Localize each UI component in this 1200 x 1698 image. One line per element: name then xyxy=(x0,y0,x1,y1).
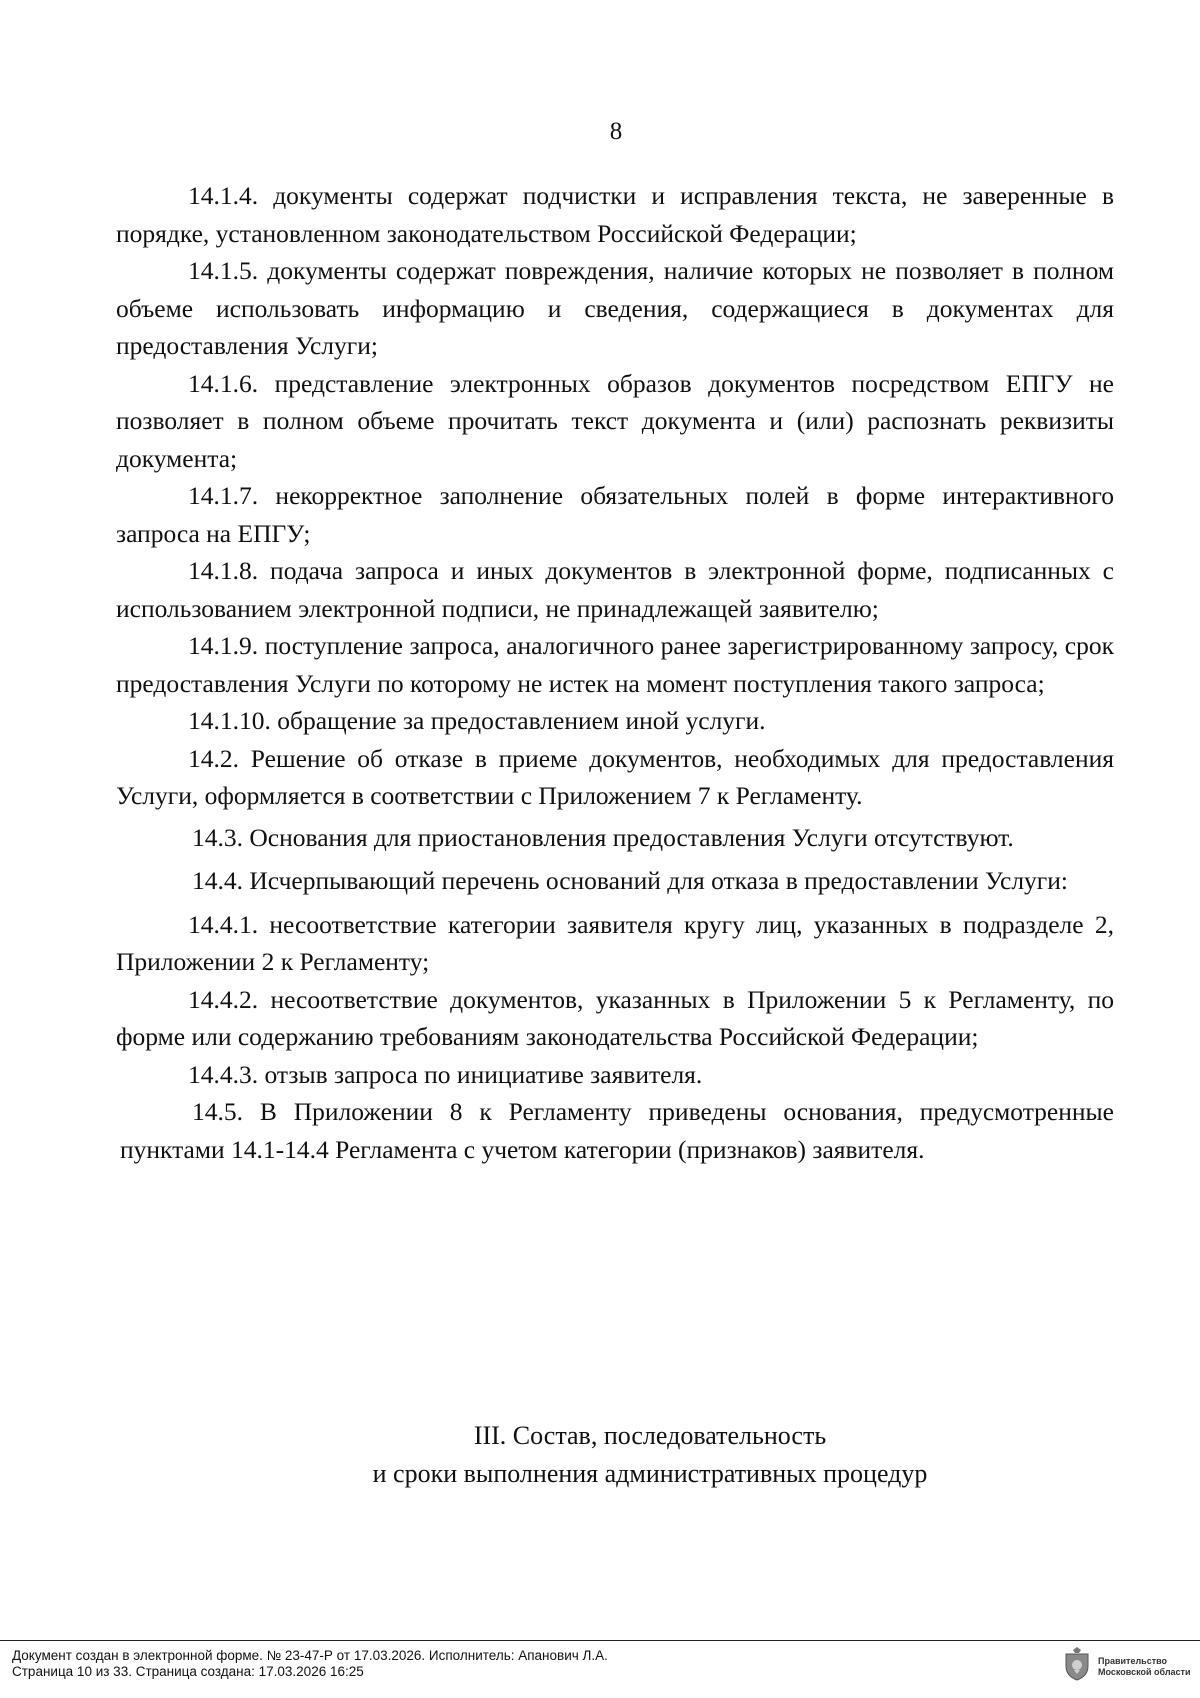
footer-line-2: Страница 10 из 33. Страница создана: 17.03.2026 16:25 xyxy=(12,1664,364,1679)
paragraph-14-1-4: 14.1.4. документы содержат подчистки и исправления текста, не заверенные в порядке, установленном законодательством Российской Федерации; xyxy=(116,181,1114,248)
paragraph-14-4-3: 14.4.3. отзыв запроса по инициативе заявителя. xyxy=(188,1059,703,1089)
footer-logo xyxy=(1062,1646,1191,1687)
section-heading-line-1: III. Состав, последовательность xyxy=(473,1421,827,1450)
paragraph-14-2: 14.2. Решение об отказе в приеме документов, необходимых для предоставления Услуги, оформляется в соответствии с Приложением 7 к Регламенту. xyxy=(116,743,1114,810)
section-heading xyxy=(0,1417,1200,1492)
paragraph-14-1-9: 14.1.9. поступление запроса, аналогичного ранее зарегистрированному запросу, срок предоставления Услуги по которому не истек на момент поступления такого запроса; xyxy=(116,631,1114,698)
paragraph-14-1-7: 14.1.7. некорректное заполнение обязательных полей в форме интерактивного запроса на ЕПГУ; xyxy=(116,481,1114,548)
coat-of-arms-icon xyxy=(1062,1646,1092,1687)
paragraph-14-5: 14.5. В Приложении 8 к Регламенту приведены основания, предусмотренные пунктами 14.1-14.4 Регламента с учетом категории (признаков) заявителя. xyxy=(120,1097,1114,1164)
document-body xyxy=(116,177,1114,1168)
footer-info xyxy=(12,1648,608,1680)
paragraph-14-1-6: 14.1.6. представление электронных образов документов посредством ЕПГУ не позволяет в полном объеме прочитать текст документа и (или) распознать реквизиты документа; xyxy=(116,368,1114,473)
paragraph-14-4-2: 14.4.2. несоответствие документов, указанных в Приложении 5 к Регламенту, по форме или содержанию требованиям законодательства Российской Федерации; xyxy=(116,984,1114,1051)
paragraph-14-1-8: 14.1.8. подача запроса и иных документов в электронной форме, подписанных с использованием электронной подписи, не принадлежащей заявителю; xyxy=(116,556,1114,623)
paragraph-14-1-10: 14.1.10. обращение за предоставлением иной услуги. xyxy=(188,706,766,735)
footer-divider xyxy=(0,1640,1200,1641)
paragraph-14-4: 14.4. Исчерпывающий перечень оснований для отказа в предоставлении Услуги: xyxy=(192,866,1069,895)
paragraph-14-4-1: 14.4.1. несоответствие категории заявителя кругу лиц, указанных в подразделе 2, Приложении 2 к Регламенту; xyxy=(116,909,1114,976)
footer-line-1: Документ создан в электронной форме. № 23-47-Р от 17.03.2026. Исполнитель: Апанович Л.А. xyxy=(12,1648,608,1663)
paragraph-14-1-5: 14.1.5. документы содержат повреждения, наличие которых не позволяет в полном объеме использовать информацию и сведения, содержащиеся в документах для предоставления Услуги; xyxy=(116,256,1114,360)
page-number: 8 xyxy=(609,118,623,145)
section-heading-line-2: и сроки выполнения административных процедур xyxy=(372,1458,928,1488)
org-name: Правительство Московской области xyxy=(1098,1655,1191,1677)
paragraph-14-3: 14.3. Основания для приостановления предоставления Услуги отсутствуют. xyxy=(192,822,1014,852)
